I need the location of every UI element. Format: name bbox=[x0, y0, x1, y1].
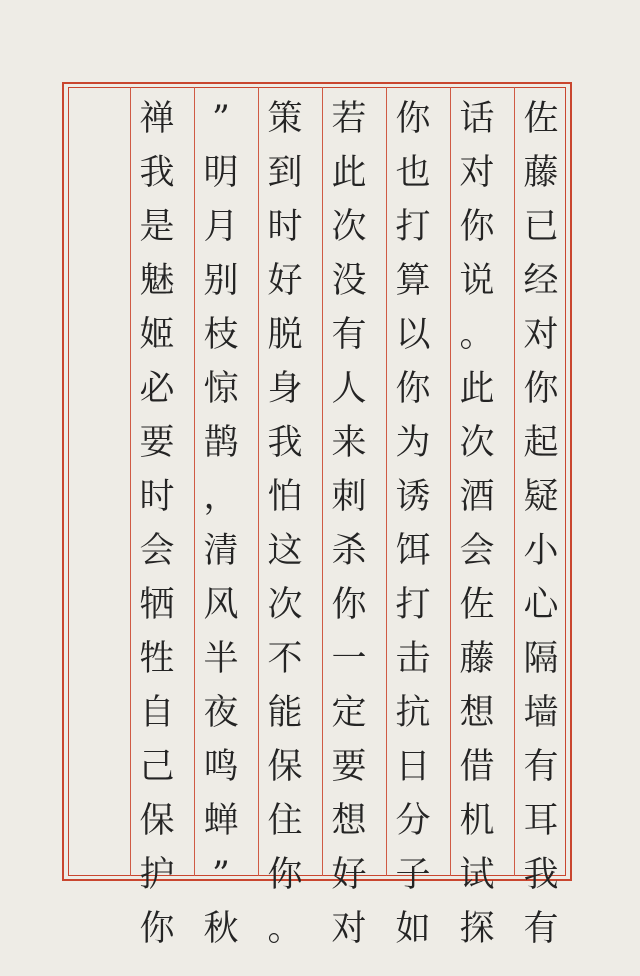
text-column-5 bbox=[260, 92, 310, 949]
handwritten-character: 姬 bbox=[139, 315, 175, 355]
handwritten-character: 说 bbox=[459, 261, 495, 301]
handwritten-character: 禅 bbox=[139, 99, 175, 139]
handwritten-character: 我 bbox=[139, 153, 175, 193]
handwritten-character: 鸣 bbox=[203, 747, 239, 787]
handwritten-character: 对 bbox=[523, 315, 559, 355]
handwritten-character: 牺 bbox=[139, 585, 175, 625]
handwritten-character: 算 bbox=[395, 261, 431, 301]
handwritten-character: 次 bbox=[267, 585, 303, 625]
handwritten-character: 夜 bbox=[203, 693, 239, 733]
handwritten-character: 佐 bbox=[459, 585, 495, 625]
handwritten-character: 试 bbox=[459, 855, 495, 895]
handwritten-character: 月 bbox=[203, 207, 239, 247]
handwritten-character: 定 bbox=[331, 693, 367, 733]
handwritten-character: 藤 bbox=[459, 639, 495, 679]
handwritten-character: 我 bbox=[523, 855, 559, 895]
handwritten-character: 此 bbox=[459, 369, 495, 409]
handwritten-character: 牲 bbox=[139, 639, 175, 679]
handwritten-character: 对 bbox=[331, 909, 367, 949]
column-divider bbox=[322, 87, 323, 876]
handwritten-character: 清 bbox=[203, 531, 239, 571]
handwritten-character: 击 bbox=[395, 639, 431, 679]
handwritten-character: 会 bbox=[139, 531, 175, 571]
handwritten-character: 你 bbox=[395, 369, 431, 409]
handwritten-character: 要 bbox=[139, 423, 175, 463]
handwritten-character: 好 bbox=[331, 855, 367, 895]
handwritten-character: 次 bbox=[331, 207, 367, 247]
text-column-6 bbox=[196, 92, 246, 949]
text-column-2 bbox=[452, 92, 502, 949]
handwritten-character: 保 bbox=[139, 801, 175, 841]
handwritten-character: 探 bbox=[459, 909, 495, 949]
handwritten-character: 子 bbox=[395, 855, 431, 895]
handwritten-character: 你 bbox=[139, 909, 175, 949]
handwritten-character: 护 bbox=[139, 855, 175, 895]
handwritten-character: 蝉 bbox=[203, 801, 239, 841]
handwritten-character: 你 bbox=[459, 207, 495, 247]
column-divider bbox=[386, 87, 387, 876]
handwritten-character: 酒 bbox=[459, 477, 495, 517]
handwritten-character: 半 bbox=[203, 639, 239, 679]
handwritten-character: 能 bbox=[267, 693, 303, 733]
handwritten-character: ” bbox=[212, 99, 230, 139]
text-column-3 bbox=[388, 92, 438, 949]
text-column-1 bbox=[516, 92, 566, 949]
handwritten-character: 佐 bbox=[523, 99, 559, 139]
handwritten-character: 藤 bbox=[523, 153, 559, 193]
handwritten-character: 不 bbox=[267, 639, 303, 679]
handwritten-character: 此 bbox=[331, 153, 367, 193]
handwritten-character: 小 bbox=[523, 531, 559, 571]
handwritten-character: 我 bbox=[267, 423, 303, 463]
column-divider bbox=[450, 87, 451, 876]
handwritten-character: 想 bbox=[459, 693, 495, 733]
handwritten-character: 你 bbox=[523, 369, 559, 409]
handwritten-character: 若 bbox=[331, 99, 367, 139]
handwritten-character: 次 bbox=[459, 423, 495, 463]
handwritten-character: 耳 bbox=[523, 801, 559, 841]
handwritten-character: ” bbox=[212, 855, 230, 895]
handwritten-character: 人 bbox=[331, 369, 367, 409]
handwritten-character: 已 bbox=[523, 207, 559, 247]
handwritten-character: 。 bbox=[459, 315, 495, 355]
handwritten-character: 刺 bbox=[331, 477, 367, 517]
handwritten-character: 时 bbox=[267, 207, 303, 247]
handwritten-character: 明 bbox=[203, 153, 239, 193]
handwritten-character: 会 bbox=[459, 531, 495, 571]
column-divider bbox=[194, 87, 195, 876]
handwritten-character: 隔 bbox=[523, 639, 559, 679]
handwritten-character: 时 bbox=[139, 477, 175, 517]
handwritten-character: 有 bbox=[523, 747, 559, 787]
handwritten-character: 打 bbox=[395, 585, 431, 625]
handwritten-character: 必 bbox=[139, 369, 175, 409]
handwritten-character: ， bbox=[203, 477, 239, 517]
handwritten-character: 墙 bbox=[523, 693, 559, 733]
handwritten-character: 保 bbox=[267, 747, 303, 787]
handwritten-character: 风 bbox=[203, 585, 239, 625]
handwritten-character: 惊 bbox=[203, 369, 239, 409]
handwritten-character: 没 bbox=[331, 261, 367, 301]
handwritten-character: 也 bbox=[395, 153, 431, 193]
handwritten-character: 好 bbox=[267, 261, 303, 301]
handwritten-character: 鹊 bbox=[203, 423, 239, 463]
handwritten-character: 秋 bbox=[203, 909, 239, 949]
handwritten-character: 如 bbox=[395, 909, 431, 949]
handwritten-character: 话 bbox=[459, 99, 495, 139]
handwritten-character: 你 bbox=[395, 99, 431, 139]
handwritten-character: 要 bbox=[331, 747, 367, 787]
handwritten-character: 饵 bbox=[395, 531, 431, 571]
column-divider bbox=[514, 87, 515, 876]
column-divider bbox=[130, 87, 131, 876]
handwritten-character: 。 bbox=[267, 909, 303, 949]
handwritten-character: 来 bbox=[331, 423, 367, 463]
handwritten-character: 己 bbox=[139, 747, 175, 787]
handwritten-character: 以 bbox=[395, 315, 431, 355]
handwritten-character: 借 bbox=[459, 747, 495, 787]
handwritten-character: 分 bbox=[395, 801, 431, 841]
text-column-7 bbox=[132, 92, 182, 949]
handwritten-character: 魅 bbox=[139, 261, 175, 301]
handwritten-character: 为 bbox=[395, 423, 431, 463]
handwritten-character: 对 bbox=[459, 153, 495, 193]
handwritten-character: 是 bbox=[139, 207, 175, 247]
handwritten-character: 想 bbox=[331, 801, 367, 841]
handwritten-character: 杀 bbox=[331, 531, 367, 571]
handwritten-character: 起 bbox=[523, 423, 559, 463]
handwritten-character: 这 bbox=[267, 531, 303, 571]
handwritten-character: 经 bbox=[523, 261, 559, 301]
handwritten-character: 诱 bbox=[395, 477, 431, 517]
handwritten-character: 你 bbox=[267, 855, 303, 895]
handwritten-character: 自 bbox=[139, 693, 175, 733]
handwritten-character: 住 bbox=[267, 801, 303, 841]
handwritten-character: 一 bbox=[331, 639, 367, 679]
column-divider bbox=[258, 87, 259, 876]
handwritten-character: 怕 bbox=[267, 477, 303, 517]
handwritten-character: 策 bbox=[267, 99, 303, 139]
handwritten-character: 抗 bbox=[395, 693, 431, 733]
handwritten-character: 打 bbox=[395, 207, 431, 247]
handwritten-character: 你 bbox=[331, 585, 367, 625]
handwritten-character: 到 bbox=[267, 153, 303, 193]
handwritten-character: 机 bbox=[459, 801, 495, 841]
handwritten-character: 有 bbox=[331, 315, 367, 355]
handwritten-character: 身 bbox=[267, 369, 303, 409]
handwritten-character: 枝 bbox=[203, 315, 239, 355]
handwritten-character: 心 bbox=[523, 585, 559, 625]
handwritten-character: 别 bbox=[203, 261, 239, 301]
text-column-4 bbox=[324, 92, 374, 949]
handwritten-character: 日 bbox=[395, 747, 431, 787]
handwritten-character: 脱 bbox=[267, 315, 303, 355]
handwritten-character: 有 bbox=[523, 909, 559, 949]
handwritten-character: 疑 bbox=[523, 477, 559, 517]
